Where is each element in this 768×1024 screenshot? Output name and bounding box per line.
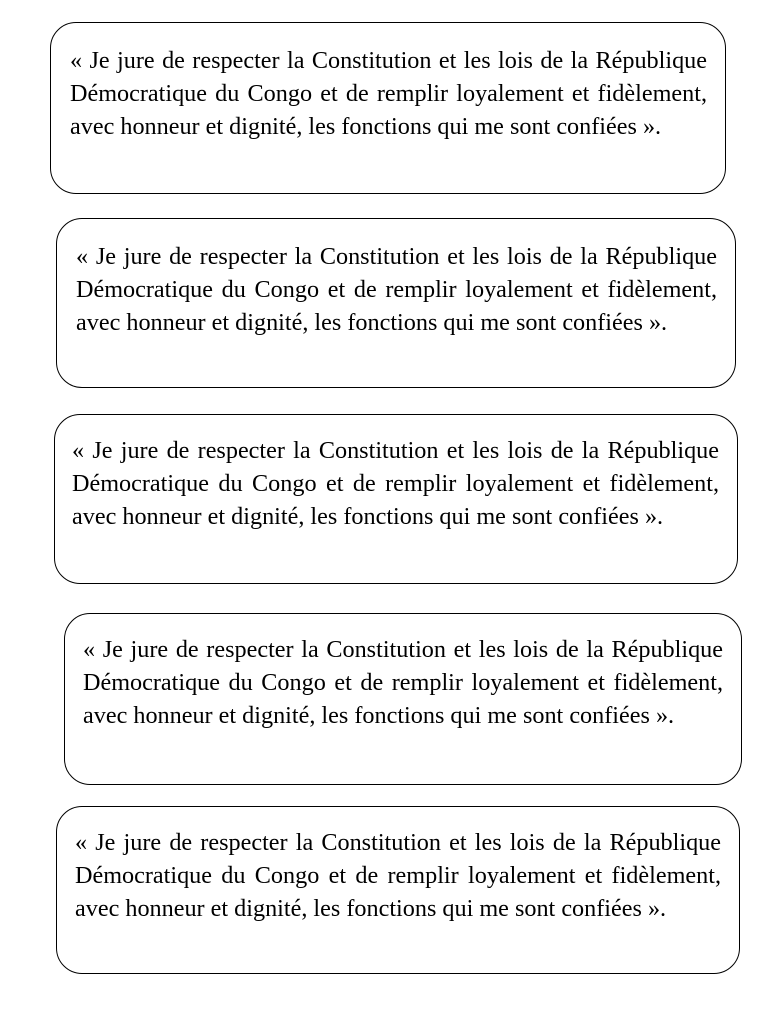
oath-card: [54, 414, 738, 584]
oath-card: [56, 806, 740, 974]
oath-text: « Je jure de respecter la Constitution et les lois de la République Démocratique du Congo et de remplir loyalement et fidèlement, avec honneur et dignité, les fonctions qui me sont confiées ».: [70, 47, 707, 140]
oath-card: [50, 22, 726, 194]
oath-card: [56, 218, 736, 388]
oath-text: « Je jure de respecter la Constitution et les lois de la République Démocratique du Congo et de remplir loyalement et fidèlement, avec honneur et dignité, les fonctions qui me sont confiées ».: [83, 636, 723, 729]
oath-text: « Je jure de respecter la Constitution et les lois de la République Démocratique du Congo et de remplir loyalement et fidèlement, avec honneur et dignité, les fonctions qui me sont confiées ».: [76, 243, 717, 336]
oath-text: « Je jure de respecter la Constitution et les lois de la République Démocratique du Congo et de remplir loyalement et fidèlement, avec honneur et dignité, les fonctions qui me sont confiées ».: [75, 829, 721, 922]
oath-card: [64, 613, 742, 785]
oath-text: « Je jure de respecter la Constitution et les lois de la République Démocratique du Congo et de remplir loyalement et fidèlement, avec honneur et dignité, les fonctions qui me sont confiées ».: [72, 437, 719, 530]
